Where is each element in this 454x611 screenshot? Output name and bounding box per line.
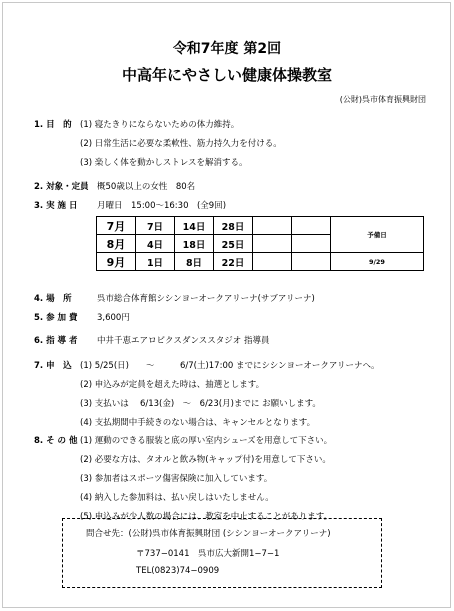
section-3-heading: 3. 実 施 日 xyxy=(34,201,78,211)
section-8-item: (1) 運動のできる服装と底の厚い室内シューズを用意して下さい。 xyxy=(80,436,333,446)
section-8-item: (4) 納入した参加料は、払い戻しはいたしません。 xyxy=(80,493,274,503)
section-7-item: (3) 支払いは 6/13(金) ～ 6/23(月)までに お願いします。 xyxy=(80,399,321,409)
section-2-text: 概50歳以上の女性 80名 xyxy=(97,182,196,192)
section-7-item: (1) 5/25(日) ～ 6/7(土)17:00 までにシシンヨーオークアリーナへ。 xyxy=(80,361,380,371)
date-cell: 7日 xyxy=(136,217,175,235)
date-cell xyxy=(253,235,292,253)
date-cell: 25日 xyxy=(214,235,253,253)
section-1-item: (1) 寝たきりにならないための体力維持。 xyxy=(80,120,240,130)
section-2-heading: 2. 対象・定員 xyxy=(34,182,89,192)
contact-line-3: TEL(0823)74−0909 xyxy=(136,566,220,576)
organizer: (公財)呉市体育振興財団 xyxy=(339,95,426,104)
reserve-label: 予備日 xyxy=(331,217,424,253)
date-cell: 8日 xyxy=(175,253,214,271)
section-6-text: 中井千恵エアロビクスダンススタジオ 指導員 xyxy=(97,336,270,346)
schedule-row xyxy=(97,253,424,271)
section-1-item: (3) 楽しく体を動かしストレスを解消する。 xyxy=(80,158,248,168)
section-4-text: 呉市総合体育館シシンヨーオークアリーナ(サブアリーナ) xyxy=(97,294,315,304)
date-cell: 28日 xyxy=(214,217,253,235)
date-cell: 1日 xyxy=(136,253,175,271)
section-1-item: (2) 日常生活に必要な柔軟性、筋力持久力を付ける。 xyxy=(80,139,282,149)
date-cell: 22日 xyxy=(214,253,253,271)
section-8-heading: 8. そ の 他 xyxy=(34,436,78,446)
schedule-row xyxy=(97,217,424,235)
section-6-heading: 6. 指 導 者 xyxy=(34,336,78,346)
section-7-item: (2) 申込みが定員を超えた時は、抽選とします。 xyxy=(80,380,265,390)
month-cell: 8月 xyxy=(97,235,136,253)
title-line-1: 令和7年度 第2回 xyxy=(172,41,282,57)
date-cell xyxy=(253,253,292,271)
date-cell: 18日 xyxy=(175,235,214,253)
reserve-date: 9/29 xyxy=(331,253,424,271)
section-7-item: (4) 支払期間中手続きのない場合は、キャンセルとなります。 xyxy=(80,418,316,428)
section-3-text: 月曜日 15:00～16:30 (全9回) xyxy=(97,201,227,211)
section-4-heading: 4. 場 所 xyxy=(34,294,72,304)
date-cell xyxy=(292,253,331,271)
month-cell: 7月 xyxy=(97,217,136,235)
section-8-item: (5) 申込みが少人数の場合には、教室を中止することがあります。 xyxy=(80,512,333,522)
date-cell xyxy=(253,217,292,235)
section-5-heading: 5. 参 加 費 xyxy=(34,313,78,323)
section-8-item: (2) 必要な方は、タオルと飲み物(キャップ付)を用意して下さい。 xyxy=(80,455,331,465)
contact-line-2: 〒737−0141 呉市広大新開1−7−1 xyxy=(136,549,280,559)
schedule-table xyxy=(96,216,424,271)
date-cell xyxy=(292,235,331,253)
contact-line-1: 問合せ先：(公財)呉市体育振興財団 (シシンヨーオークアリーナ) xyxy=(86,529,331,539)
section-8-item: (3) 参加者はスポーツ傷害保険に加入しています。 xyxy=(80,474,273,484)
section-7-heading: 7. 申 込 xyxy=(34,361,72,371)
section-5-text: 3,600円 xyxy=(97,313,130,323)
date-cell: 4日 xyxy=(136,235,175,253)
title-line-2: 中高年にやさしい健康体操教室 xyxy=(121,66,332,84)
date-cell: 14日 xyxy=(175,217,214,235)
date-cell xyxy=(292,217,331,235)
month-cell: 9月 xyxy=(97,253,136,271)
section-1-heading: 1. 目 的 xyxy=(34,120,72,130)
